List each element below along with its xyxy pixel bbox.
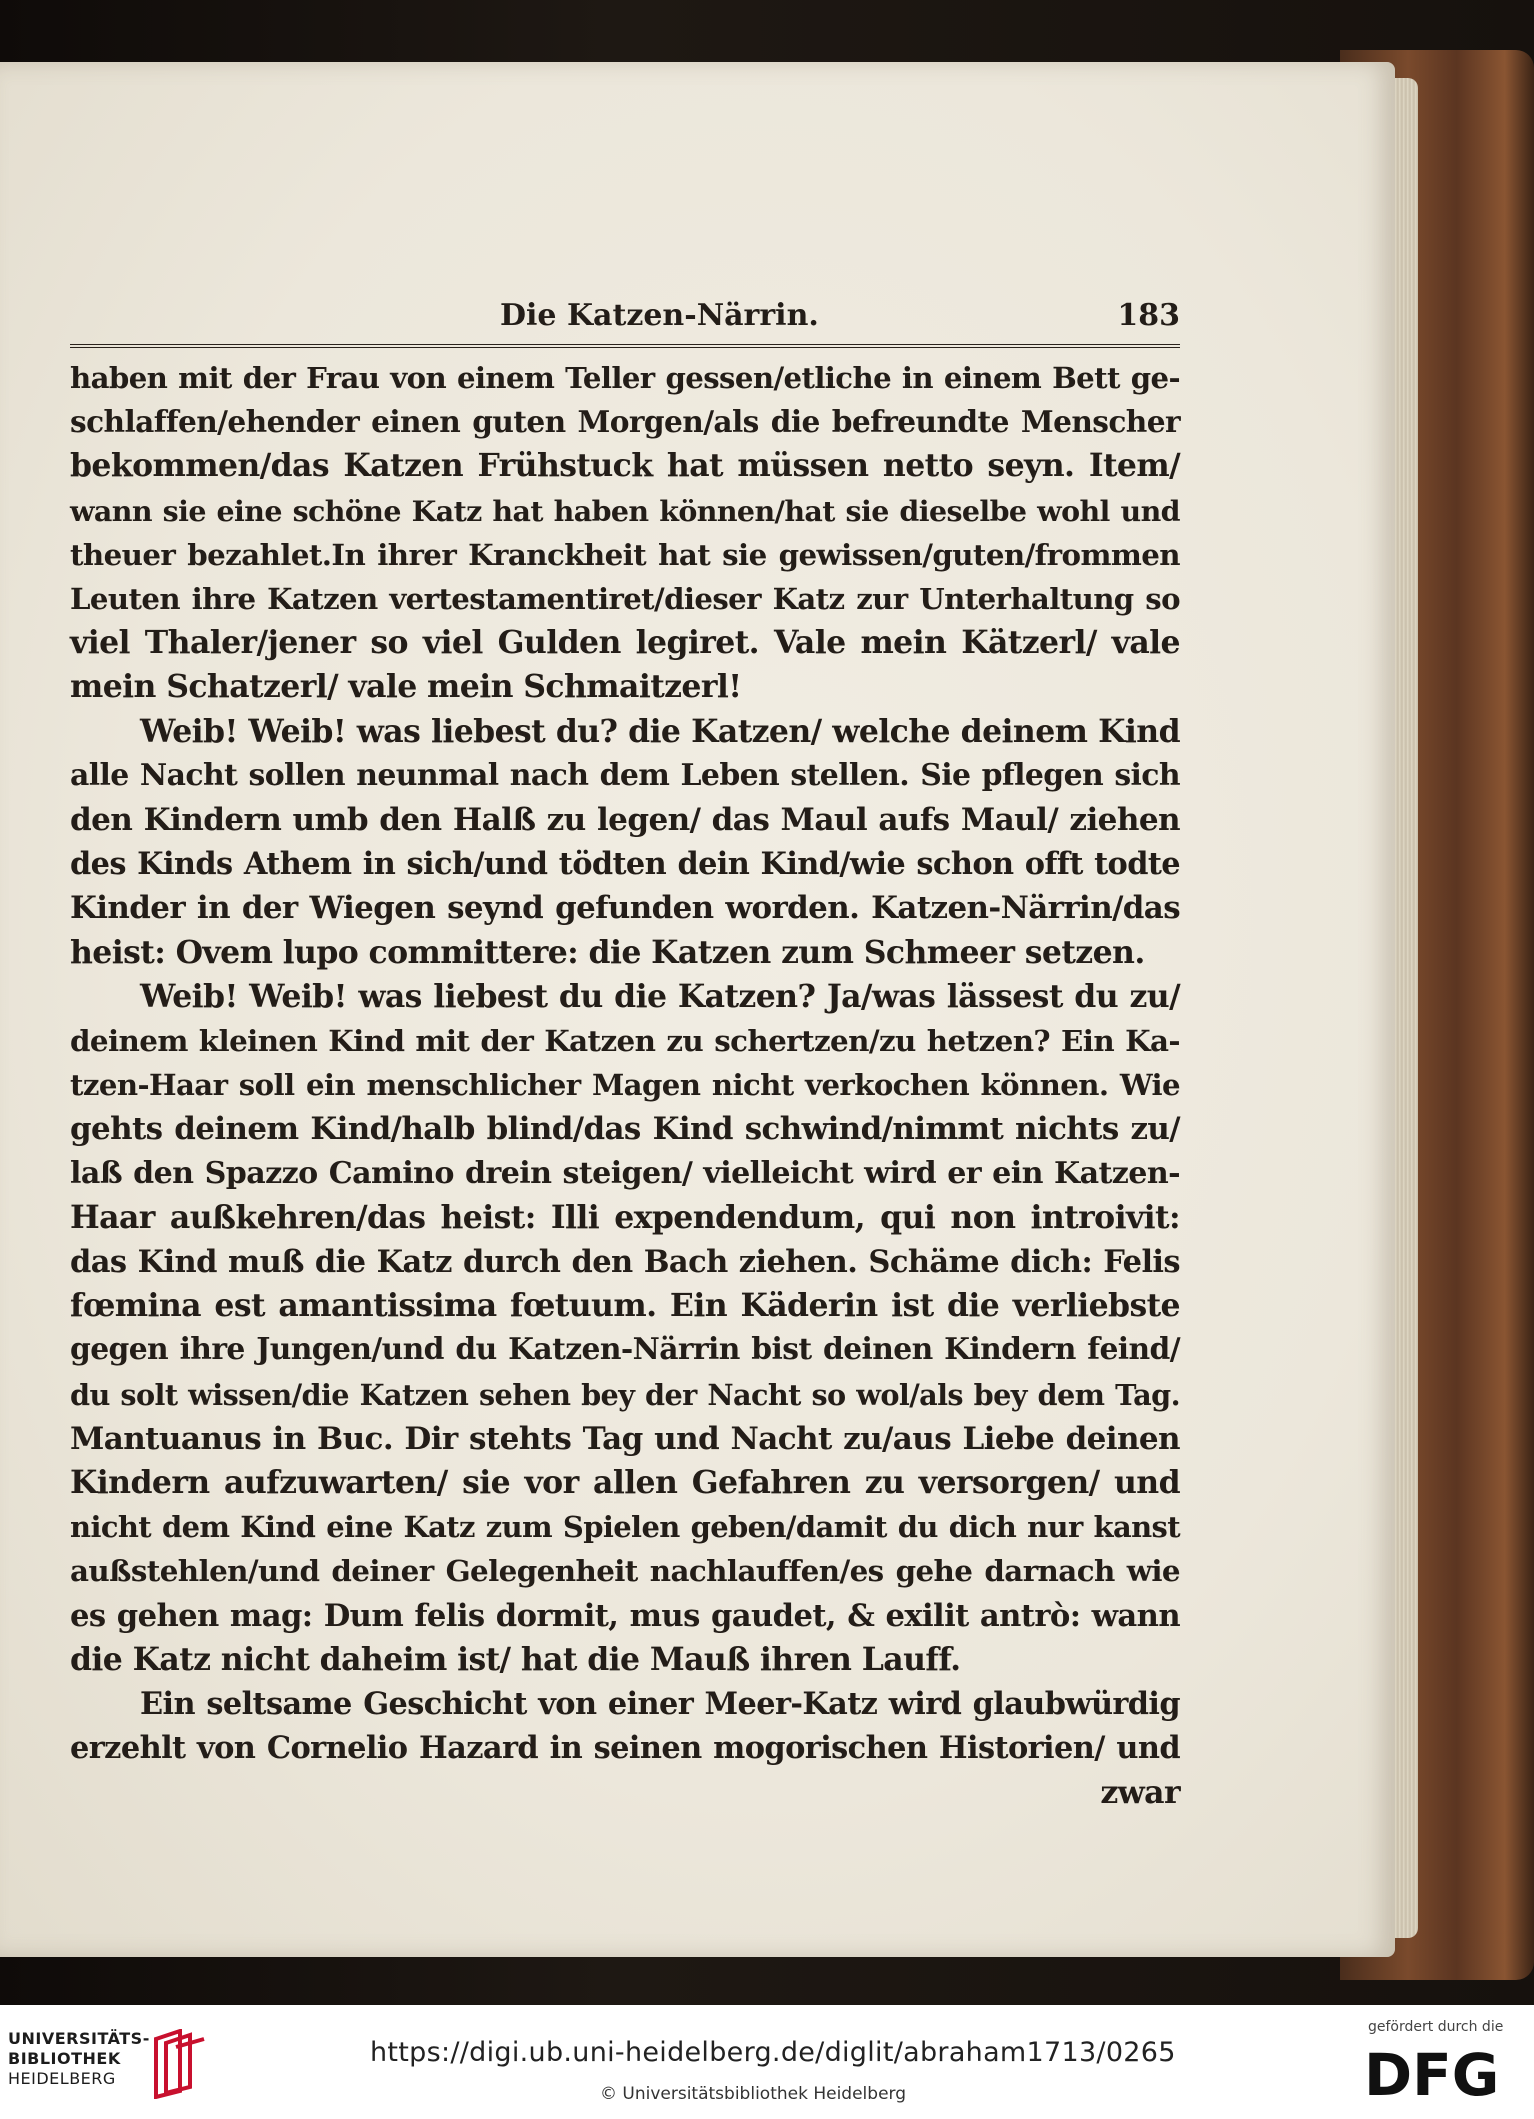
text-line: erzehlt von Cornelio Hazard in seinen mogorischen Historien/ und [70, 1730, 1180, 1767]
running-head [70, 292, 1180, 344]
text-line: fœmina est amantissima fœtuum. Ein Käderin ist die verliebste [70, 1287, 1180, 1325]
dfg-logo[interactable] [1362, 2043, 1512, 2103]
text-line: den Kindern umb den Halß zu legen/ das Maul aufs Maul/ ziehen [70, 802, 1180, 839]
funding-caption: gefördert durch die [1368, 2019, 1504, 2035]
library-name [8, 2029, 150, 2089]
text-line: Weib! Weib! was liebest du? die Katzen/ welche deinem Kind [140, 712, 1180, 750]
text-line: schlaffen/ehender einen guten Morgen/als die befreundte Menscher [70, 404, 1180, 440]
body-text [70, 356, 1180, 1815]
text-line: laß den Spazzo Camino drein steigen/ vielleicht wird er ein Katzen- [70, 1155, 1180, 1191]
text-line: gehts deinem Kind/halb blind/das Kind schwind/nimmt nichts zu/ [70, 1111, 1180, 1148]
text-line: das Kind muß die Katz durch den Bach ziehen. Schäme dich: Felis [70, 1244, 1180, 1281]
text-block [70, 292, 1180, 1815]
text-line: des Kinds Athem in sich/und tödten dein Kind/wie schon offt todte [70, 846, 1180, 883]
text-line: du solt wissen/die Katzen sehen bey der Nacht so wol/als bey dem Tag. [70, 1377, 1180, 1412]
text-line: tzen-Haar soll ein menschlicher Magen nicht verkochen können. Wie [70, 1068, 1180, 1103]
text-line: theuer bezahlet.In ihrer Kranckheit hat sie gewissen/guten/frommen [70, 536, 1180, 572]
text-line: viel Thaler/jener so viel Gulden legiret. Vale mein Kätzerl/ vale [70, 624, 1180, 662]
page-number: 183 [1117, 298, 1180, 333]
running-title: Die Katzen-Närrin. [500, 298, 819, 333]
text-line: Kindern aufzuwarten/ sie vor allen Gefahren zu versorgen/ und [70, 1464, 1180, 1502]
library-logo[interactable] [8, 2029, 213, 2099]
text-line: zwar [1100, 1773, 1180, 1811]
library-mark-icon [150, 2029, 210, 2099]
text-line: die Katz nicht daheim ist/ hat die Mauß ihren Lauff. [70, 1640, 961, 1678]
text-line: gegen ihre Jungen/und du Katzen-Närrin bist deinen Kindern feind/ [70, 1332, 1180, 1368]
library-name-line-2: BIBLIOTHEK [8, 2049, 121, 2068]
text-line: Kinder in der Wiegen seynd gefunden worden. Katzen-Närrin/das [70, 890, 1180, 927]
library-name-line-1: UNIVERSITÄTS- [8, 2029, 150, 2048]
book-page [0, 62, 1395, 1957]
header-rule [70, 344, 1180, 348]
text-line: Leuten ihre Katzen vertestamentiret/dieser Katz zur Unterhaltung so [70, 582, 1180, 617]
library-name-line-3: HEIDELBERG [8, 2069, 116, 2088]
copyright-notice: © Universitätsbibliothek Heidelberg [600, 2084, 907, 2104]
text-line: Mantuanus in Buc. Dir stehts Tag und Nacht zu/aus Liebe deinen [70, 1420, 1180, 1457]
text-line: außstehlen/und deiner Gelegenheit nachlauffen/es gehe darnach wie [70, 1553, 1180, 1589]
permalink-url[interactable]: https://digi.ub.uni-heidelberg.de/diglit/abraham1713/0265 [370, 2037, 1176, 2068]
text-line: alle Nacht sollen neunmal nach dem Leben stellen. Sie pflegen sich [70, 757, 1180, 793]
text-line: heist: Ovem lupo committere: die Katzen zum Schmeer setzen. [70, 933, 1145, 971]
text-line: Haar außkehren/das heist: Illi expendendum, qui non introivit: [70, 1198, 1180, 1236]
text-line: Weib! Weib! was liebest du die Katzen? Ja/was lässest du zu/ [140, 977, 1180, 1015]
text-line: haben mit der Frau von einem Teller gessen/etliche in einem Bett ge- [70, 361, 1180, 395]
text-line: nicht dem Kind eine Katz zum Spielen geben/damit du dich nur kanst [70, 1510, 1180, 1545]
dfg-logo-text: DFG [1364, 2043, 1500, 2103]
text-line: bekommen/das Katzen Frühstuck hat müssen netto seyn. Item/ [70, 447, 1180, 485]
text-line: mein Schatzerl/ vale mein Schmaitzerl! [70, 668, 742, 706]
text-line: es gehen mag: Dum felis dormit, mus gaudet, & exilit antrò: wann [70, 1597, 1180, 1634]
text-line: deinem kleinen Kind mit der Katzen zu schertzen/zu hetzen? Ein Ka- [70, 1023, 1180, 1059]
text-line: Ein seltsame Geschicht von einer Meer-Katz wird glaubwürdig [140, 1686, 1180, 1723]
viewer-footer [0, 2005, 1534, 2119]
text-line: wann sie eine schöne Katz hat haben können/hat sie dieselbe wohl und [70, 493, 1180, 528]
